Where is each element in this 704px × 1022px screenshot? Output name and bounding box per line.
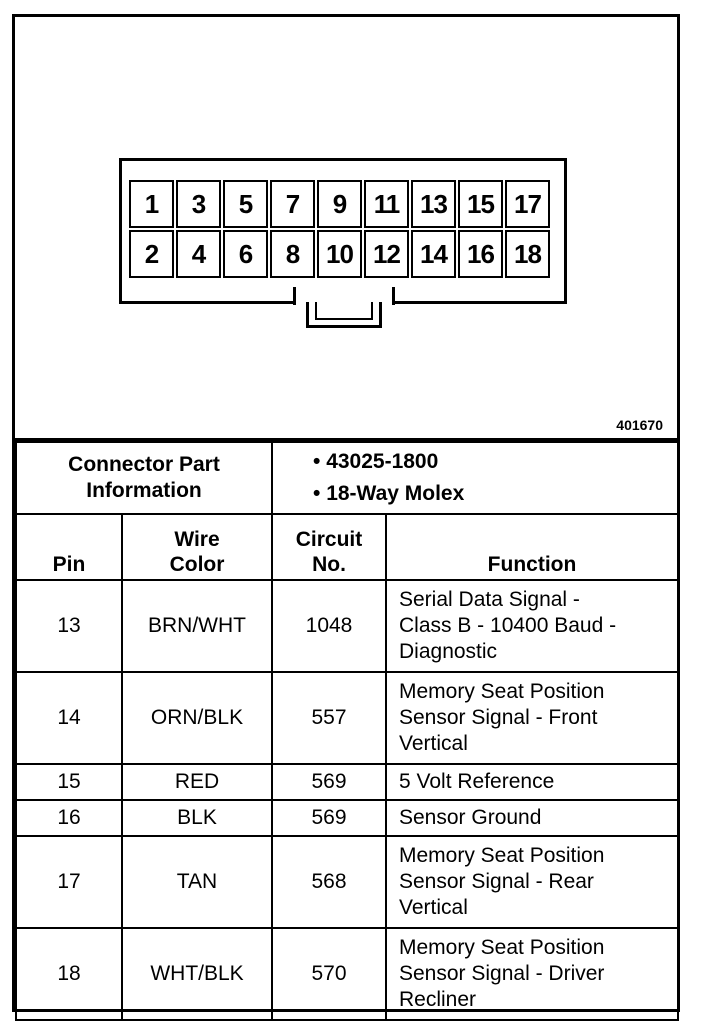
cell-color: ORN/BLK bbox=[122, 672, 272, 764]
part-number: • 43025-1800 bbox=[313, 450, 439, 473]
cell-pin: 14 bbox=[16, 672, 122, 764]
table-row bbox=[16, 764, 678, 800]
pin-cavity: 4 bbox=[176, 230, 221, 278]
table-row bbox=[16, 928, 678, 1020]
table-row bbox=[16, 800, 678, 836]
pin-cavity: 14 bbox=[411, 230, 456, 278]
pin-cavity: 16 bbox=[458, 230, 503, 278]
pin-cavity: 6 bbox=[223, 230, 268, 278]
header-function: Function bbox=[386, 514, 678, 580]
connector-info-row bbox=[16, 442, 678, 514]
table-header-row bbox=[16, 514, 678, 580]
header-pin: Pin bbox=[16, 514, 122, 580]
figure-id: 401670 bbox=[616, 417, 663, 433]
connector-description: • 18-Way Molex bbox=[313, 482, 465, 505]
connector-info-values bbox=[272, 442, 678, 514]
cell-pin: 17 bbox=[16, 836, 122, 928]
function-line: Sensor Ground bbox=[399, 806, 542, 829]
pin-cavity: 11 bbox=[364, 180, 409, 228]
pin-cavity: 17 bbox=[505, 180, 550, 228]
pin-cavity: 8 bbox=[270, 230, 315, 278]
cell-color: WHT/BLK bbox=[122, 928, 272, 1020]
connector-latch-inner bbox=[315, 302, 373, 320]
table-row bbox=[16, 672, 678, 764]
cell-color: BLK bbox=[122, 800, 272, 836]
part-number-text: 43025-1800 bbox=[326, 450, 439, 473]
cell-circuit: 568 bbox=[272, 836, 386, 928]
function-line: Class B - 10400 Baud - bbox=[399, 614, 617, 637]
header-wire-color: Wire Color bbox=[122, 514, 272, 580]
cell-function bbox=[386, 800, 678, 836]
function-line: Recliner bbox=[399, 988, 477, 1011]
pin-cavity: 12 bbox=[364, 230, 409, 278]
cell-function bbox=[386, 764, 678, 800]
cell-color: TAN bbox=[122, 836, 272, 928]
pin-cavity: 2 bbox=[129, 230, 174, 278]
pin-cavity: 10 bbox=[317, 230, 362, 278]
cell-function bbox=[386, 836, 678, 928]
function-line: Vertical bbox=[399, 732, 468, 755]
function-line: 5 Volt Reference bbox=[399, 770, 555, 793]
function-line: Sensor Signal - Rear bbox=[399, 870, 594, 893]
function-line: Memory Seat Position bbox=[399, 844, 605, 867]
table-row bbox=[16, 580, 678, 672]
cell-pin: 15 bbox=[16, 764, 122, 800]
info-label-line: Connector Part bbox=[68, 453, 220, 476]
function-line: Vertical bbox=[399, 896, 468, 919]
header-circuit: Circuit No. bbox=[272, 514, 386, 580]
cell-pin: 18 bbox=[16, 928, 122, 1020]
pin-cavity: 18 bbox=[505, 230, 550, 278]
pin-cavity: 5 bbox=[223, 180, 268, 228]
cell-function bbox=[386, 928, 678, 1020]
function-line: Diagnostic bbox=[399, 640, 498, 663]
function-line: Sensor Signal - Front bbox=[399, 706, 598, 729]
table-row bbox=[16, 836, 678, 928]
pin-cavity: 1 bbox=[129, 180, 174, 228]
pin-cavity: 9 bbox=[317, 180, 362, 228]
cell-color: BRN/WHT bbox=[122, 580, 272, 672]
cell-color: RED bbox=[122, 764, 272, 800]
connector-sheet bbox=[12, 14, 680, 1012]
cell-function bbox=[386, 580, 678, 672]
info-label-line: Information bbox=[86, 479, 202, 502]
pin-cavity: 13 bbox=[411, 180, 456, 228]
connector-face bbox=[119, 158, 567, 304]
connector-figure bbox=[15, 17, 677, 441]
pin-cavity: 7 bbox=[270, 180, 315, 228]
pin-cavity: 3 bbox=[176, 180, 221, 228]
function-line: Memory Seat Position bbox=[399, 936, 605, 959]
cell-circuit: 569 bbox=[272, 764, 386, 800]
cell-pin: 16 bbox=[16, 800, 122, 836]
function-line: Serial Data Signal - bbox=[399, 588, 580, 611]
pinout-table bbox=[15, 441, 679, 1021]
pin-cavity: 15 bbox=[458, 180, 503, 228]
cell-circuit: 570 bbox=[272, 928, 386, 1020]
cell-function bbox=[386, 672, 678, 764]
function-line: Sensor Signal - Driver bbox=[399, 962, 605, 985]
cell-circuit: 557 bbox=[272, 672, 386, 764]
connector-info-label bbox=[16, 442, 272, 514]
cell-circuit: 1048 bbox=[272, 580, 386, 672]
cell-circuit: 569 bbox=[272, 800, 386, 836]
function-line: Memory Seat Position bbox=[399, 680, 605, 703]
cell-pin: 13 bbox=[16, 580, 122, 672]
connector-description-text: 18-Way Molex bbox=[326, 482, 465, 505]
